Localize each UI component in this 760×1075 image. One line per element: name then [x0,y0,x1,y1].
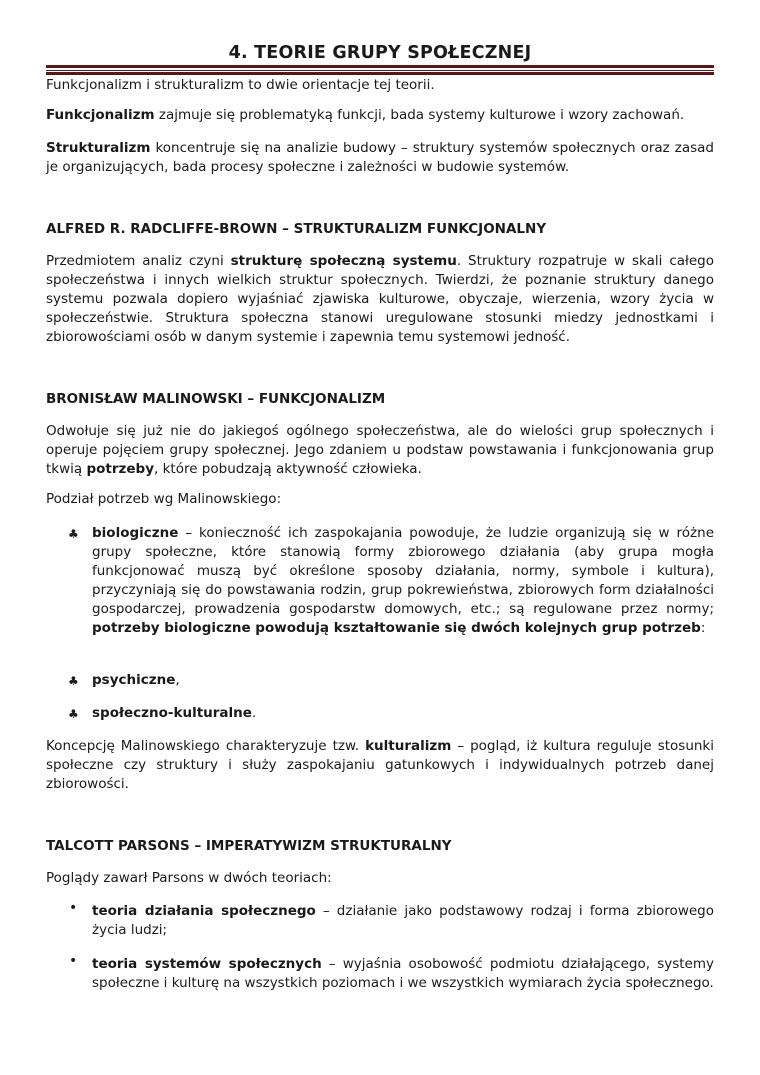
list-item-text: – konieczność ich zaspokajania powoduje, że ludzie organizują się w różne grupy społeczne, które stanowią formy zbiorowego działania (aby grupa mogła funkcjonować muszą być określone sposoby działania, normy, symbole i kultura), przyczyniają się do powstawania rodzin, grup pokrewieństwa, zbiorowych form działalności gospodarczej, prowadzenia gospodarstw domowych, etc.; są regulowane przez normy; [92,525,714,617]
parsons-text: Poglądy zawarł Parsons w dwóch teoriach: [46,870,332,886]
section-heading-parsons: TALCOTT PARSONS – IMPERATYWIZM STRUKTURALNY [46,838,452,854]
title-rule [46,70,714,71]
list-item-biological [92,524,714,638]
list-item-text: – wyjaśnia osobowość podmiotu działającego, systemy społeczne i kulturę na wszystkich poziomach i we wszystkich wymiarach życia społecznego. [92,956,714,991]
title-rule [46,65,714,68]
malinowski-text: Odwołuje się już nie do jakiegoś ogólnego społeczeństwa, ale do wielości grup społecznych i operuje pojęciem grupy społecznej. Jego zdaniem u podstaw powstawania i funkcjonowania grup tkwią [46,423,714,477]
list-item-action-theory [92,902,714,940]
section-heading-malinowski: BRONISŁAW MALINOWSKI – FUNKCJONALIZM [46,391,386,407]
list-item-text: : [700,620,706,636]
needs-term: potrzeby [86,461,154,477]
intro-paragraph [46,76,714,95]
culturalism-term: kulturalizm [365,738,452,754]
list-item-text: . [251,705,257,721]
list-item-psychological [92,671,714,690]
parsons-paragraph [46,869,714,888]
functionalism-paragraph [46,106,714,125]
dot-bullet-icon: • [69,953,78,969]
functionalism-text: zajmuje się problematyką funkcji, bada systemy kulturowe i wzory zachowań. [154,107,685,123]
structuralism-paragraph [46,139,714,177]
malinowski-paragraph [46,422,714,479]
list-item-term: psychiczne [92,672,176,688]
malinowski-text: , które pobudzają aktywność człowieka. [154,461,422,477]
list-item-term: teoria systemów społecznych [92,956,322,972]
structuralism-text: koncentruje się na analizie budowy – struktury systemów społecznych oraz zasad je organizujących, bada procesy społeczne i zależności w budowie systemów. [46,140,714,175]
radcliffe-paragraph [46,252,714,347]
section-heading-radcliffe: ALFRED R. RADCLIFFE-BROWN – STRUKTURALIZM FUNKCJONALNY [46,221,547,237]
needs-division-paragraph [46,490,714,509]
club-bullet-icon: ♣ [68,527,79,541]
intro-text: Funkcjonalizm i strukturalizm to dwie orientacje tej teorii. [46,77,435,93]
club-bullet-icon: ♣ [68,674,79,688]
culturalism-paragraph [46,737,714,794]
list-item-term: biologiczne [92,525,179,541]
needs-division-text: Podział potrzeb wg Malinowskiego: [46,491,282,507]
list-item-term: potrzeby biologiczne powodują kształtowanie się dwóch kolejnych grup potrzeb [92,620,701,636]
list-item-text: , [175,672,180,688]
list-item-text: – działanie jako podstawowy rodzaj i forma zbiorowego życia ludzi; [92,903,714,938]
functionalism-term: Funkcjonalizm [46,107,155,123]
page-title: 4. TEORIE GRUPY SPOŁECZNEJ [228,43,532,63]
radcliffe-term: strukturę społeczną systemu [230,253,457,269]
culturalism-text: – pogląd, iż kultura reguluje stosunki społeczne czy struktury i służy zaspokajaniu gatunkowych i indywidualnych potrzeb danej zbiorowości. [46,738,714,792]
radcliffe-text: Przedmiotem analiz czyni [46,253,231,269]
list-item-term: teoria działania społecznego [92,903,316,919]
list-item-term: społeczno-kulturalne [92,705,252,721]
list-item-sociocultural [92,704,714,723]
structuralism-term: Strukturalizm [46,140,151,156]
dot-bullet-icon: • [69,900,78,916]
culturalism-text: Koncepcję Malinowskiego charakteryzuje tzw. [46,738,366,754]
title-rule [46,72,714,75]
club-bullet-icon: ♣ [68,707,79,721]
list-item-systems-theory [92,955,714,993]
radcliffe-text: . Struktury rozpatruje w skali całego społeczeństwa i innych wielkich struktur społecznych. Twierdzi, że poznanie struktury danego systemu pozwala dopiero wyjaśniać zjawiska kulturowe, obyczaje, wierzenia, wzory życia w społeczeństwie. Struktura społeczna stanowi uregulowane stosunki miedzy jednostkami i zbiorowościami osób w danym systemie i zapewnia temu systemowi jedność. [46,253,714,345]
